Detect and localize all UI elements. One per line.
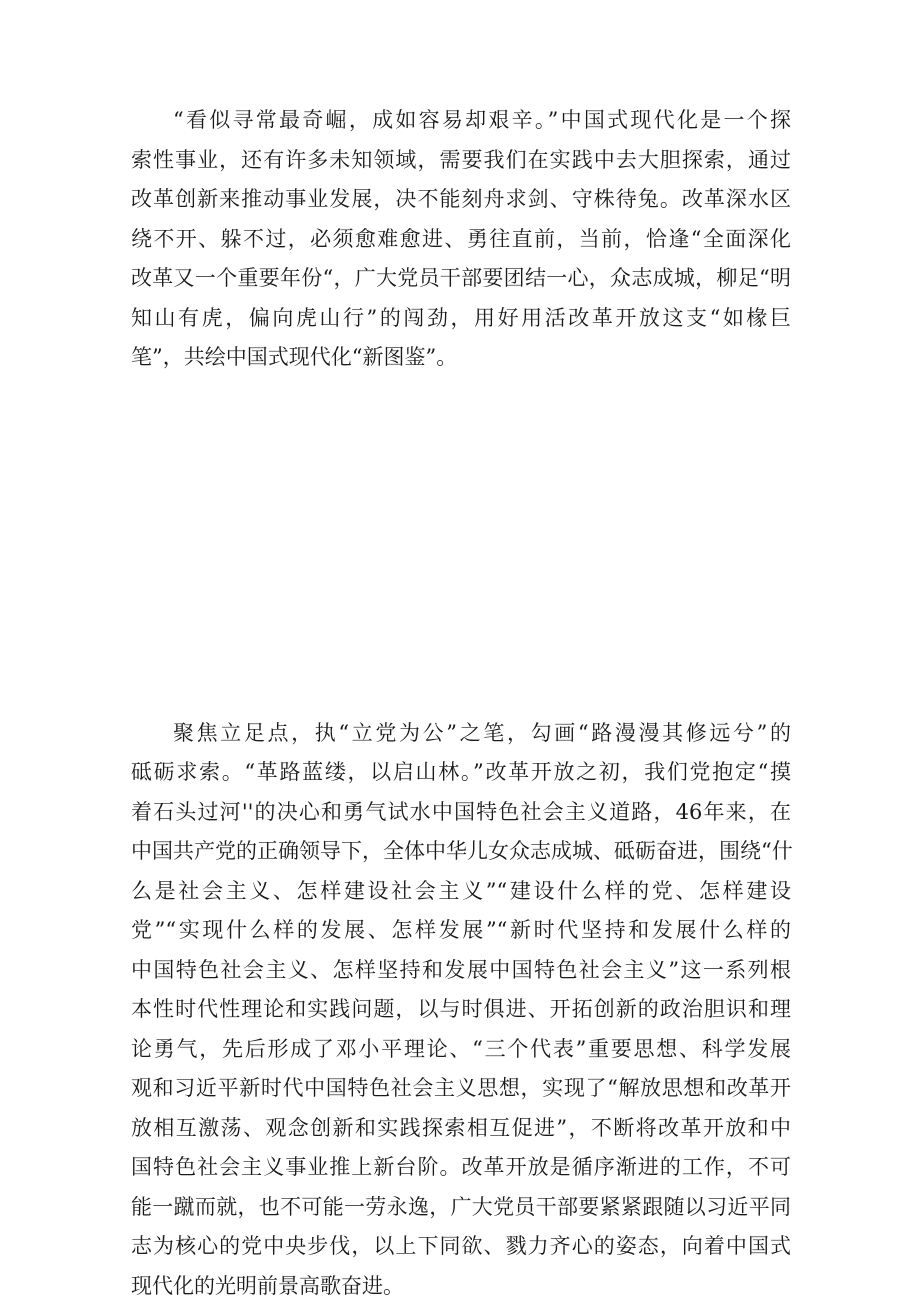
paragraph-line: 论勇气，先后形成了邓小平理论、“三个代表”重要思想、科学发展 xyxy=(131,1030,791,1070)
paragraph-line: 么是社会主义、怎样建设社会主义”“建设什么样的党、怎样建设 xyxy=(131,872,791,912)
paragraph-line: 志为核心的党中央步伐，以上下同欲、戮力齐心的姿态，向着中国式 xyxy=(131,1227,791,1267)
paragraph-line: 改革又一个重要年份“，广大党员干部要团结一心，众志成城，柳足“明 xyxy=(131,259,791,299)
paragraph-line: 索性事业，还有许多未知领域，需要我们在实践中去大胆探索，通过 xyxy=(131,141,791,181)
paragraph-line: 绕不开、躲不过，必须愈难愈进、勇往直前，当前，恰逢“全面深化 xyxy=(131,220,791,260)
paragraph-line: “看似寻常最奇崛，成如容易却艰辛。”中国式现代化是一个探 xyxy=(131,101,791,141)
paragraph-line: 现代化的光明前景高歌奋进。 xyxy=(131,1267,791,1306)
paragraph-1 xyxy=(131,101,791,378)
paragraph-2 xyxy=(131,714,791,1306)
paragraph-line: 中国特色社会主义、怎样坚持和发展中国特色社会主义”这一系列根 xyxy=(131,951,791,991)
paragraph-line: 党”“实现什么样的发展、怎样发展”“新时代坚持和发展什么样的 xyxy=(131,911,791,951)
paragraph-line: 知山有虎，偏向虎山行”的闯劲，用好用活改革开放这支“如椽巨 xyxy=(131,299,791,339)
paragraph-line: 本性时代性理论和实践问题，以与时俱进、开拓创新的政治胆识和理 xyxy=(131,990,791,1030)
paragraph-line: 砥砺求索。“革路蓝缕，以启山林。”改革开放之初，我们党抱定“摸 xyxy=(131,753,791,793)
paragraph-line: 着石头过河''的决心和勇气试水中国特色社会主义道路，46年来，在 xyxy=(131,793,791,833)
paragraph-line: 国特色社会主义事业推上新台阶。改革开放是循序渐进的工作，不可 xyxy=(131,1148,791,1188)
paragraph-line: 放相互激荡、观念创新和实践探索相互促进”，不断将改革开放和中 xyxy=(131,1109,791,1149)
paragraph-line: 笔”，共绘中国式现代化“新图鉴”。 xyxy=(131,338,791,378)
paragraph-line: 中国共产党的正确领导下，全体中华儿女众志成城、砥砺奋进，围绕“什 xyxy=(131,832,791,872)
paragraph-line: 观和习近平新时代中国特色社会主义思想，实现了“解放思想和改革开 xyxy=(131,1069,791,1109)
paragraph-line: 能一蹴而就，也不可能一劳永逸，广大党员干部要紧紧跟随以习近平同 xyxy=(131,1188,791,1228)
paragraph-line: 改革创新来推动事业发展，决不能刻舟求剑、守株待兔。改革深水区 xyxy=(131,180,791,220)
paragraph-line: 聚焦立足点，执“立党为公”之笔，勾画“路漫漫其修远兮”的 xyxy=(131,714,791,754)
